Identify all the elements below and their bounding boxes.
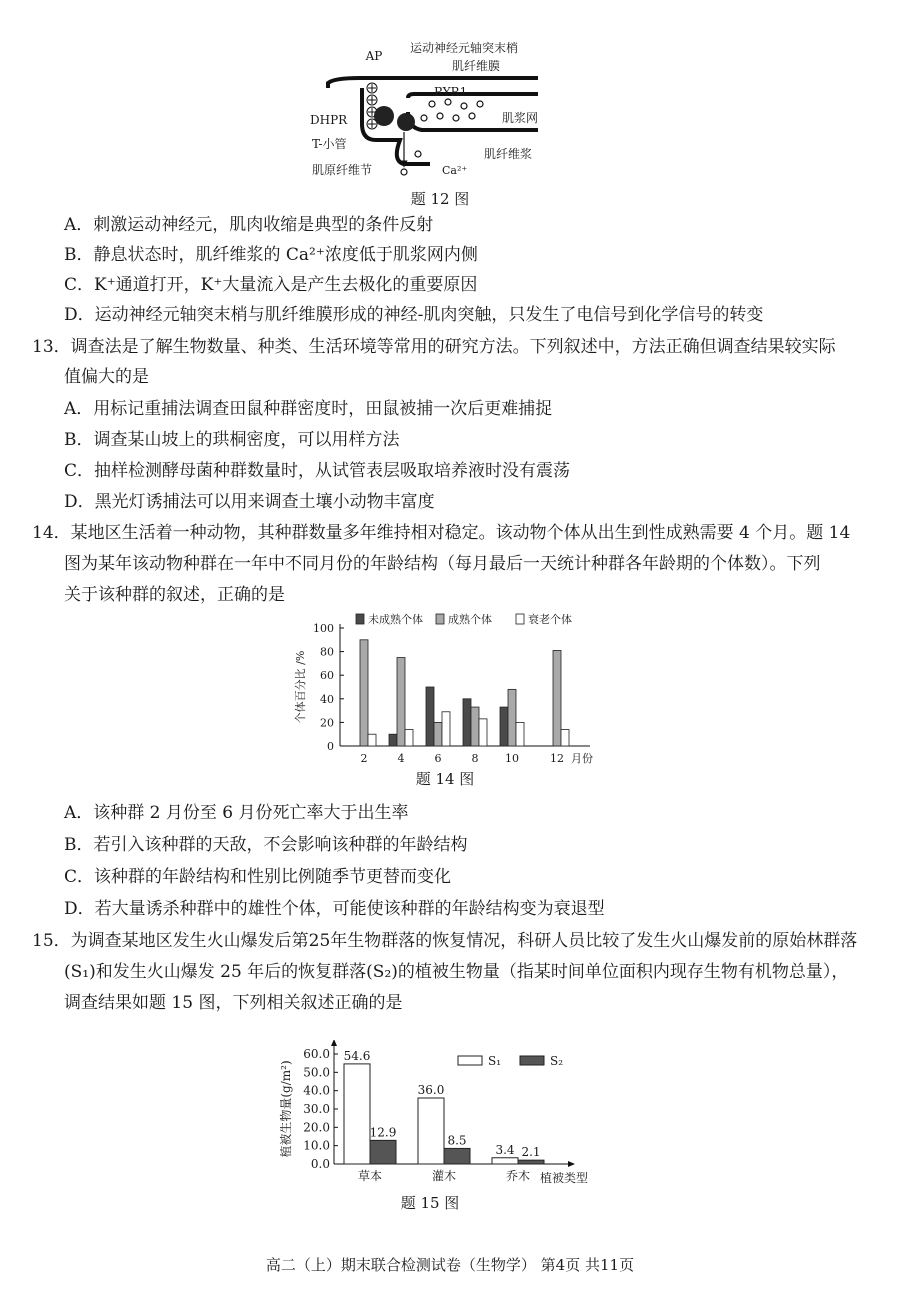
sarcolemma-outline: [328, 78, 538, 88]
bar-未成熟个体: [500, 707, 508, 746]
q13-stem-1: 13．调查法是了解生物数量、种类、生活环境等常用的研究方法。下列叙述中，方法正确但调查结果较实际: [32, 337, 836, 357]
y-tick-label: 0.0: [310, 1157, 330, 1171]
legend-label: S₂: [550, 1054, 564, 1068]
x-tick-label: 2: [360, 752, 368, 765]
legend-label: 成熟个体: [448, 613, 492, 626]
legend-label: S₁: [488, 1054, 502, 1068]
y-tick-label: 20: [320, 716, 334, 730]
q13-option-b: B．调查某山坡上的珙桐密度，可以用样方法: [64, 430, 400, 450]
label-ap: AP: [365, 49, 383, 63]
q13-option-d: D．黑光灯诱捕法可以用来调查土壤小动物丰富度: [64, 492, 435, 512]
data-label: 8.5: [447, 1133, 467, 1148]
label-sarcolemma: 肌纤维膜: [452, 59, 501, 73]
figure-15-caption: 题 15 图: [400, 1194, 460, 1212]
legend-swatch: [356, 614, 364, 624]
q12-option-b: B．静息状态时，肌纤维浆的 Ca²⁺浓度低于肌浆网内侧: [64, 245, 478, 265]
bar-S₁: [344, 1064, 370, 1164]
bar-成熟个体: [434, 722, 442, 746]
q12-option-a: A．刺激运动神经元，肌肉收缩是典型的条件反射: [64, 215, 434, 235]
label-sarcoplasm: 肌纤维浆: [484, 147, 533, 161]
bar-未成熟个体: [463, 699, 471, 746]
x-tick-label: 乔木: [505, 1169, 531, 1183]
x-tick-label: 8: [471, 752, 479, 765]
bar-未成熟个体: [389, 734, 397, 746]
legend-label: 衰老个体: [528, 613, 572, 626]
ap-charges: [367, 83, 377, 129]
q14-option-c: C．该种群的年龄结构和性别比例随季节更替而变化: [64, 867, 452, 887]
figure-14-chart: [290, 608, 600, 770]
x-tick-label: 6: [434, 752, 442, 765]
x-tick-label: 10: [505, 752, 519, 765]
y-axis-arrow: [331, 1040, 337, 1046]
figure-12-caption: 题 12 图: [410, 190, 470, 208]
x-tick-label: 12: [550, 752, 564, 765]
bar-成熟个体: [471, 707, 479, 746]
label-ryr1: RYR1: [434, 85, 468, 99]
q14-option-a: A．该种群 2 月份至 6 月份死亡率大于出生率: [64, 803, 409, 823]
q14-stem-2: 图为某年该动物种群在一年中不同月份的年龄结构（每月最后一天统计种群各年龄期的个体数）。下列: [64, 554, 821, 574]
q15-stem-3: 调查结果如题 15 图，下列相关叙述正确的是: [64, 993, 403, 1013]
y-axis-label: 植被生物量(g/m²): [279, 1060, 293, 1158]
label-dhpr: DHPR: [310, 113, 348, 127]
data-label: 36.0: [417, 1083, 445, 1097]
x-tick-label: 草本: [357, 1169, 383, 1183]
figure-15-chart: [278, 1040, 608, 1190]
q12-option-c: C．K⁺通道打开，K⁺大量流入是产生去极化的重要原因: [64, 275, 478, 295]
bar-衰老个体: [405, 729, 413, 746]
bar-衰老个体: [442, 712, 450, 746]
bar-S₂: [444, 1148, 470, 1164]
x-axis-arrow: [568, 1161, 575, 1167]
x-axis-label: 植被类型: [540, 1171, 589, 1185]
sr-outline: [408, 94, 538, 98]
y-tick-label: 60.0: [303, 1047, 330, 1061]
y-tick-label: 40.0: [303, 1083, 330, 1098]
y-tick-label: 50.0: [303, 1065, 330, 1080]
legend-label: 未成熟个体: [368, 613, 423, 626]
y-axis-label: 个体百分比 /%: [294, 650, 307, 724]
bar-成熟个体: [508, 689, 516, 746]
q13-option-c: C．抽样检测酵母菌种群数量时，从试管表层吸取培养液时没有震荡: [64, 461, 571, 481]
x-tick-label: 4: [397, 752, 405, 765]
label-sarcomere: 肌原纤维节: [312, 163, 373, 177]
bar-衰老个体: [479, 719, 487, 746]
sr-calcium-dots: [421, 99, 483, 121]
y-tick-label: 0: [327, 740, 334, 753]
bar-成熟个体: [397, 658, 405, 747]
q14-option-b: B．若引入该种群的天敌，不会影响该种群的年龄结构: [64, 835, 468, 855]
bar-成熟个体: [553, 650, 561, 746]
bar-S₂: [518, 1160, 544, 1164]
y-tick-label: 20.0: [303, 1120, 330, 1135]
bar-衰老个体: [516, 722, 524, 746]
q14-stem-3: 关于该种群的叙述，正确的是: [64, 585, 285, 605]
q15-stem-2: (S₁)和发生火山爆发 25 年后的恢复群落(S₂)的植被生物量（指某时间单位面积内现存生物有机物总量），: [64, 962, 849, 982]
label-t-tubule: T-小管: [312, 137, 347, 151]
bar-未成熟个体: [426, 687, 434, 746]
bar-成熟个体: [360, 640, 368, 746]
q13-stem-2: 值偏大的是: [64, 367, 149, 387]
data-label: 12.9: [369, 1125, 397, 1140]
bar-衰老个体: [561, 729, 569, 746]
y-tick-label: 60: [320, 669, 334, 683]
ryr1-protein: [397, 113, 415, 131]
bar-S₁: [418, 1098, 444, 1164]
figure-12-diagram: [300, 36, 560, 188]
legend-swatch: [516, 614, 524, 624]
legend-swatch: [520, 1056, 544, 1065]
q12-option-d: D．运动神经元轴突末梢与肌纤维膜形成的神经-肌肉突触，只发生了电信号到化学信号的转变: [64, 305, 764, 325]
legend-swatch: [458, 1056, 482, 1065]
bar-衰老个体: [368, 734, 376, 746]
bar-S₁: [492, 1158, 518, 1164]
y-tick-label: 100: [313, 622, 334, 635]
y-tick-label: 10.0: [303, 1138, 330, 1153]
y-tick-label: 30.0: [303, 1102, 330, 1116]
q13-option-a: A．用标记重捕法调查田鼠种群密度时，田鼠被捕一次后更难捕捉: [64, 399, 553, 419]
y-tick-label: 80: [320, 645, 334, 659]
legend-swatch: [436, 614, 444, 624]
label-ca: Ca²⁺: [442, 164, 468, 177]
dhpr-protein: [374, 106, 394, 126]
q14-stem-1: 14．某地区生活着一种动物，其种群数量多年维持相对稳定。该动物个体从出生到性成熟需要 4 个月。题 14: [32, 523, 851, 543]
x-tick-label: 灌木: [431, 1169, 457, 1183]
page-footer: 高二（上）期末联合检测试卷（生物学） 第4页 共11页: [265, 1256, 635, 1274]
q14-option-d: D．若大量诱杀种群中的雄性个体，可能使该种群的年龄结构变为衰退型: [64, 899, 605, 919]
y-tick-label: 40: [320, 692, 334, 706]
figure-14-caption: 题 14 图: [415, 770, 475, 788]
data-label: 3.4: [495, 1142, 515, 1157]
label-sr: 肌浆网: [502, 111, 539, 125]
label-axon-terminal: 运动神经元轴突末梢: [410, 41, 519, 55]
data-label: 54.6: [343, 1048, 371, 1063]
bar-S₂: [370, 1140, 396, 1164]
x-axis-unit: 月份: [571, 752, 593, 765]
q15-stem-1: 15．为调查某地区发生火山爆发后第25年生物群落的恢复情况，科研人员比较了发生火山爆发前的原始林群落: [32, 931, 858, 951]
data-label: 2.1: [521, 1145, 541, 1160]
